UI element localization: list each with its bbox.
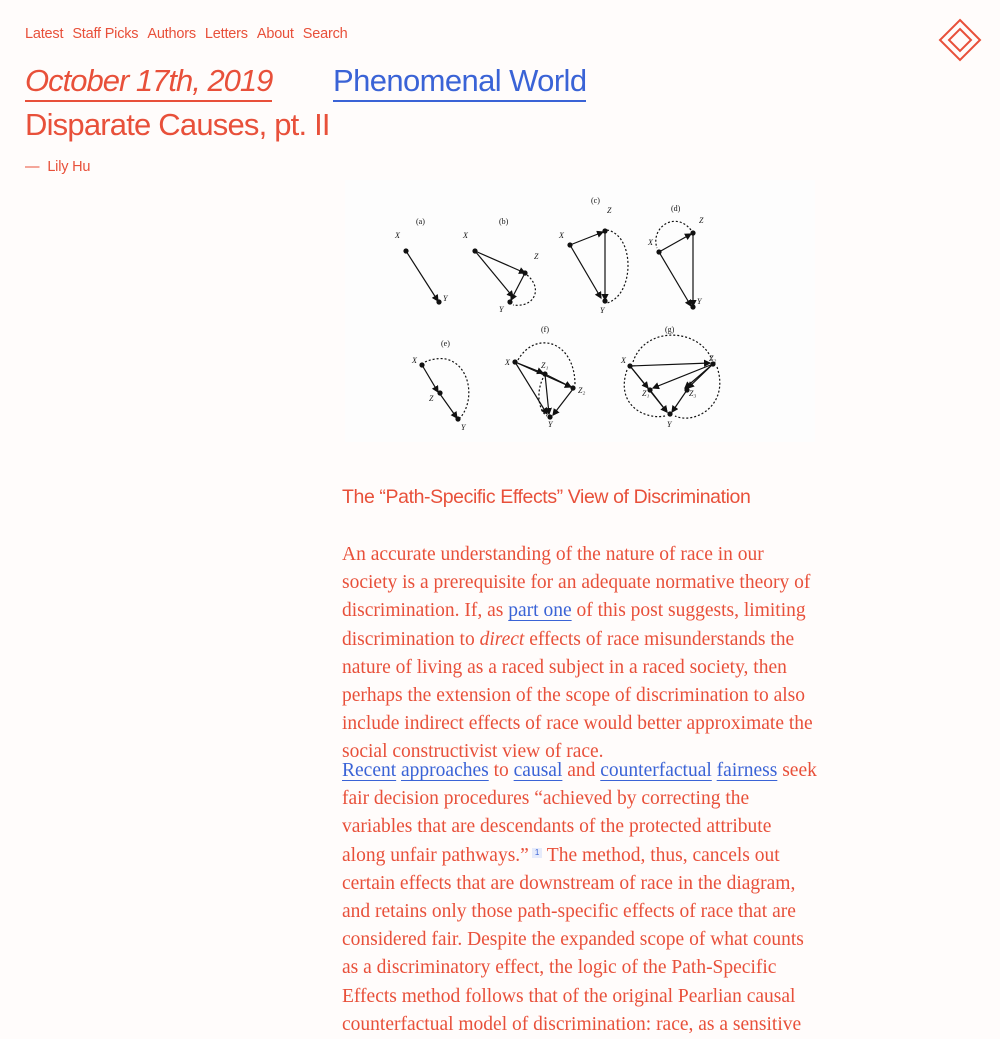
svg-text:X: X [621,356,626,365]
svg-text:Y: Y [697,297,702,306]
emphasis-direct: direct [479,628,525,650]
svg-text:Y: Y [443,294,448,303]
svg-text:Z₂: Z₂ [709,354,717,363]
svg-text:X: X [395,231,400,240]
article-title: Disparate Causes, pt. II [25,107,330,142]
svg-text:X: X [412,356,417,365]
paragraph-1 [342,541,817,767]
svg-text:Z₁: Z₁ [642,389,650,398]
svg-text:Y: Y [461,423,466,432]
diamond-logo-icon[interactable] [938,18,982,62]
p2-word-to: to [488,760,514,781]
svg-text:Y: Y [548,420,553,429]
svg-text:Y: Y [499,305,504,314]
p2-text-1: seek fair decision procedures “achieved by correcting the variables that are descendants of the protected attribute along unfair pathways.” [342,760,817,866]
nav-staff-picks[interactable]: Staff Picks [72,26,139,42]
nav-authors[interactable]: Authors [147,26,196,42]
p1-text-2: of this post suggests, limiting discrimination to [342,600,806,650]
svg-text:Z₂: Z₂ [578,386,586,395]
post-date[interactable]: October 17th, 2019 [25,62,272,102]
svg-text:X: X [648,238,653,247]
svg-text:(c): (c) [591,196,600,205]
site-name-link[interactable]: Phenomenal World [333,62,586,102]
svg-text:Z: Z [607,206,612,215]
svg-text:(a): (a) [416,217,425,226]
byline [25,159,90,175]
paragraph-2 [342,757,817,1039]
nav-latest[interactable]: Latest [25,26,64,42]
approaches-link[interactable]: approaches [401,760,489,781]
svg-text:Y: Y [667,420,672,429]
top-nav [25,26,348,42]
svg-text:(f): (f) [541,325,549,334]
svg-text:Z: Z [699,216,704,225]
svg-text:X: X [559,231,564,240]
svg-text:X: X [463,231,468,240]
svg-text:Z₃: Z₃ [689,389,697,398]
nav-search[interactable]: Search [302,26,348,42]
section-heading: The “Path-Specific Effects” View of Discrimination [342,486,751,508]
byline-dash: — [25,159,40,175]
svg-text:(b): (b) [499,217,509,226]
counterfactual-link[interactable]: counterfactual [600,760,712,781]
p1-text-1: An accurate understanding of the nature of race in our society is a prerequisite for an adequate normative theory of discrimination. If, as [342,544,811,622]
svg-text:(d): (d) [671,204,681,213]
svg-text:(e): (e) [441,339,450,348]
p1-text-3: effects of race misunderstands the nature of living as a raced subject in a raced society, then perhaps the extension of the scope of discrimination to also include indirect effects of race would better approximate the social constructivist view of race. [342,628,813,763]
svg-text:X: X [505,358,510,367]
p2-text-2: The method, thus, cancels out certain effects that are downstream of race in the diagram, and retains only those path-specific effects of race that are considered fair. Despite the expanded scope of what counts as a discriminatory effect, the logic of the Path-Specific Effects method follows that of the original Pearlian causal counterfactual model of discrimination: race, as a sensitive [342,844,804,1035]
recent-link[interactable]: Recent [342,760,397,781]
svg-text:Z: Z [429,394,434,403]
svg-text:Z: Z [534,252,539,261]
nav-letters[interactable]: Letters [204,26,248,42]
p2-word-and: and [562,760,601,781]
footnote-1-marker[interactable]: 1 [532,848,542,858]
fairness-link[interactable]: fairness [716,760,778,781]
svg-text:(g): (g) [665,325,675,334]
causal-link[interactable]: causal [513,760,563,781]
svg-text:Z₁: Z₁ [541,361,549,370]
part-one-link[interactable]: part one [508,600,572,622]
author-link[interactable]: Lily Hu [47,159,91,175]
nav-about[interactable]: About [256,26,294,42]
svg-text:Y: Y [600,306,605,315]
causal-graphs-figure [345,180,815,442]
